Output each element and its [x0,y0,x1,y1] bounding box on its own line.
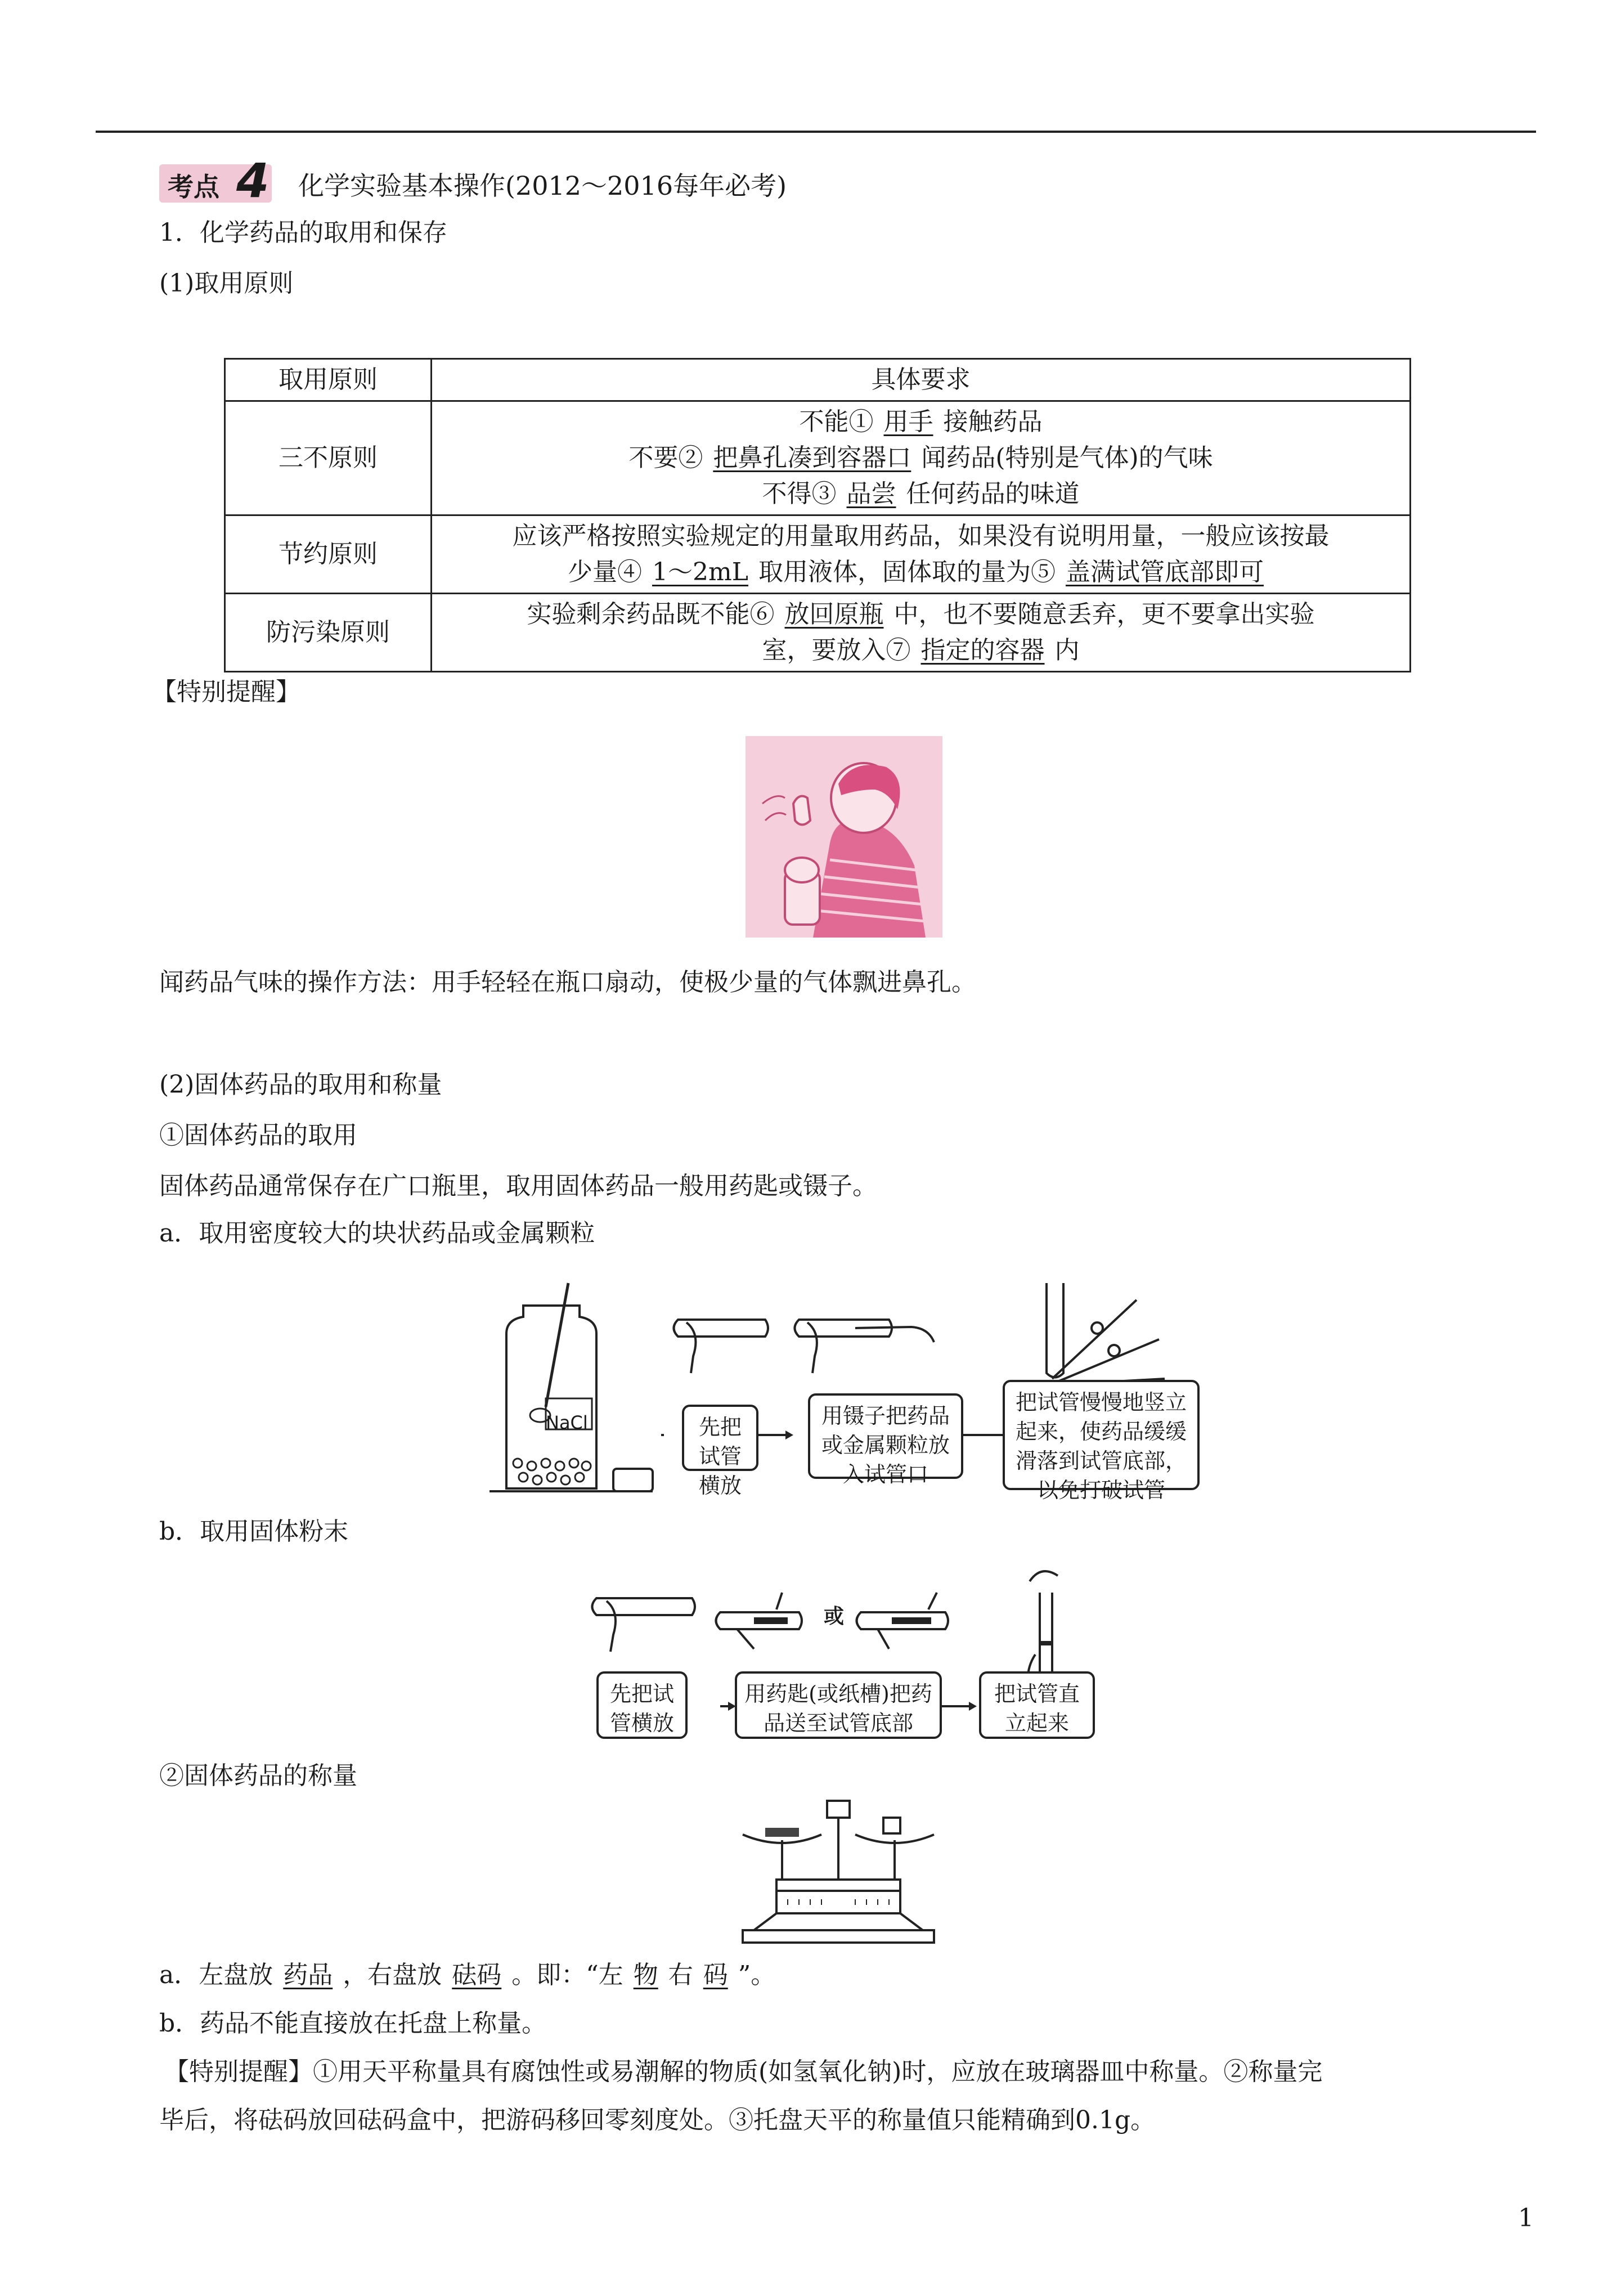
item-b-text: b．取用固体粉末 [159,1517,349,1546]
row-requirement: 应该严格按照实验规定的用量取用药品，如果没有说明用量，一般应该按最 少量④ 1～2mL 取用液体，固体取的量为⑤ 盖满试管底部即可 [432,515,1411,594]
special-reminder-label: 【特别提醒】 [152,678,300,706]
table-row [225,515,1411,594]
answer-blank: 把鼻孔凑到容器口 [713,443,911,472]
weighing-rule-b: b．药品不能直接放在托盘上称量。 [159,2009,547,2038]
weighing-rule-a: a．左盘放 药品 ，右盘放 砝码 。即：“左 物 右 码 ”。 [159,1961,776,1989]
answer-blank: 指定的容器 [920,636,1045,665]
row-requirement: 实验剩余药品既不能⑥ 放回原瓶 中，也不要随意丢弃，更不要拿出实验 室，要放入⑦ 指定的容器 内 [432,594,1411,672]
top-rule [96,131,1536,133]
weighing-tip-line-1: 【特别提醒】①用天平称量具有腐蚀性或易潮解的物质(如氢氧化钠)时，应放在玻璃器皿中称量。②称量完 [164,2057,1323,2086]
answer-blank: 1～2mL [652,558,748,586]
flow1-step-3-box: 把试管慢慢地竖立起来，使药品缓缓滑落到试管底部，以免打破试管 [1003,1380,1200,1490]
answer-blank: 物 [633,1961,658,1989]
answer-blank: 用手 [883,407,933,436]
weighing-heading: ②固体药品的称量 [159,1761,357,1790]
section-title: 化学实验基本操作(2012～2016每年必考) [298,171,787,201]
table-header-principle: 取用原则 [225,359,432,401]
table-row [225,594,1411,672]
solid-taking-heading: ①固体药品的取用 [159,1121,357,1150]
or-label: 或 [824,1604,845,1628]
weighing-tip-line-2: 毕后，将砝码放回砝码盒中，把游码移回零刻度处。③托盘天平的称量值只能精确到0.1g。 [159,2106,1156,2134]
subsection-1-2-title: (2)固体药品的取用和称量 [159,1070,442,1099]
rules-table [224,358,1411,672]
subsection-1-1-title: (1)取用原则 [159,269,294,298]
flow2-step-1-box: 先把试管横放 [596,1671,688,1739]
answer-blank: 盖满试管底部即可 [1065,558,1264,586]
item-a-text: a．取用密度较大的块状药品或金属颗粒 [159,1219,595,1248]
section-badge-number: 4 [236,153,270,208]
answer-blank: 药品 [283,1961,333,1989]
section-badge-word: 考点 [168,172,219,202]
flow1-step-2-box: 用镊子把药品或金属颗粒放入试管口 [808,1393,963,1479]
subsection-1-title: 1．化学药品的取用和保存 [159,218,447,247]
smell-caption: 闻药品气味的操作方法：用手轻轻在瓶口扇动，使极少量的气体飘进鼻孔。 [159,968,976,997]
table-row [225,401,1411,515]
answer-blank: 砝码 [452,1961,502,1989]
balance-illustration [731,1795,945,1948]
row-principle-name: 三不原则 [225,401,432,515]
answer-blank: 放回原瓶 [784,600,884,629]
row-requirement: 不能① 用手 接触药品 不要② 把鼻孔凑到容器口 闻药品(特别是气体)的气味 不得③ 品尝 任何药品的味道 [432,401,1411,515]
row-principle-name: 防污染原则 [225,594,432,672]
page-number: 1 [1518,2204,1534,2232]
table-header-row [225,359,1411,401]
answer-blank: 品尝 [846,479,896,508]
flow2-step-2-box: 用药匙(或纸槽)把药品送至试管底部 [735,1671,942,1739]
row-principle-name: 节约原则 [225,515,432,594]
table-header-requirement: 具体要求 [432,359,1411,401]
flow2-step-3-box: 把试管直立起来 [979,1671,1095,1739]
solid-storage-text: 固体药品通常保存在广口瓶里，取用固体药品一般用药匙或镊子。 [159,1172,877,1200]
smell-illustration [746,736,942,938]
flow1-step-1-box: 先把试管横放 [682,1405,758,1471]
nacl-jar-label: NaCl [546,1412,588,1433]
answer-blank: 码 [703,1961,728,1989]
